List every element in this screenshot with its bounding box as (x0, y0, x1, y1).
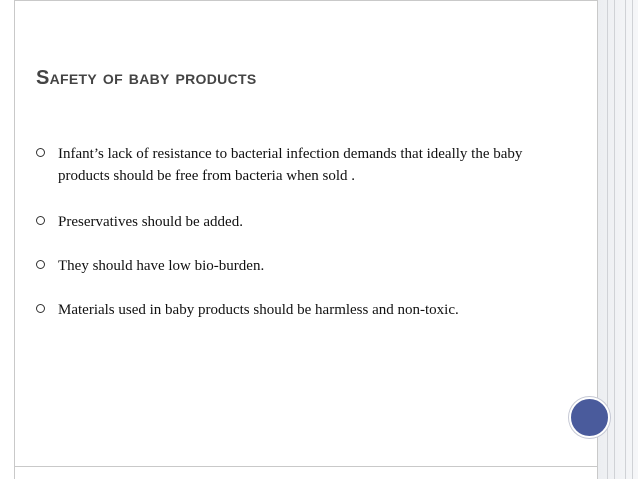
side-decor-line (625, 0, 626, 479)
frame-bottom-line (14, 466, 598, 467)
slide-title: Safety of baby products (36, 67, 257, 89)
bullet-text: Infant’s lack of resistance to bacterial infection demands that ideally the baby products should be free from bacteria when sold . (58, 146, 523, 184)
accent-circle-decor (569, 397, 610, 438)
side-decor-line (632, 0, 633, 479)
hollow-circle-bullet-icon (36, 216, 45, 225)
frame-left-line (14, 0, 15, 479)
bullet-item (36, 299, 556, 321)
bullet-text: Preservatives should be added. (58, 214, 243, 230)
bullet-item (36, 211, 556, 233)
hollow-circle-bullet-icon (36, 148, 45, 157)
bullet-text: Materials used in baby products should be harmless and non-toxic. (58, 302, 459, 318)
bullet-text: They should have low bio-burden. (58, 258, 265, 274)
hollow-circle-bullet-icon (36, 260, 45, 269)
side-decor-line (614, 0, 615, 479)
bullet-item (36, 255, 556, 277)
bullet-list (36, 143, 556, 343)
hollow-circle-bullet-icon (36, 304, 45, 313)
bullet-item (36, 143, 556, 187)
frame-top-line (14, 0, 598, 1)
